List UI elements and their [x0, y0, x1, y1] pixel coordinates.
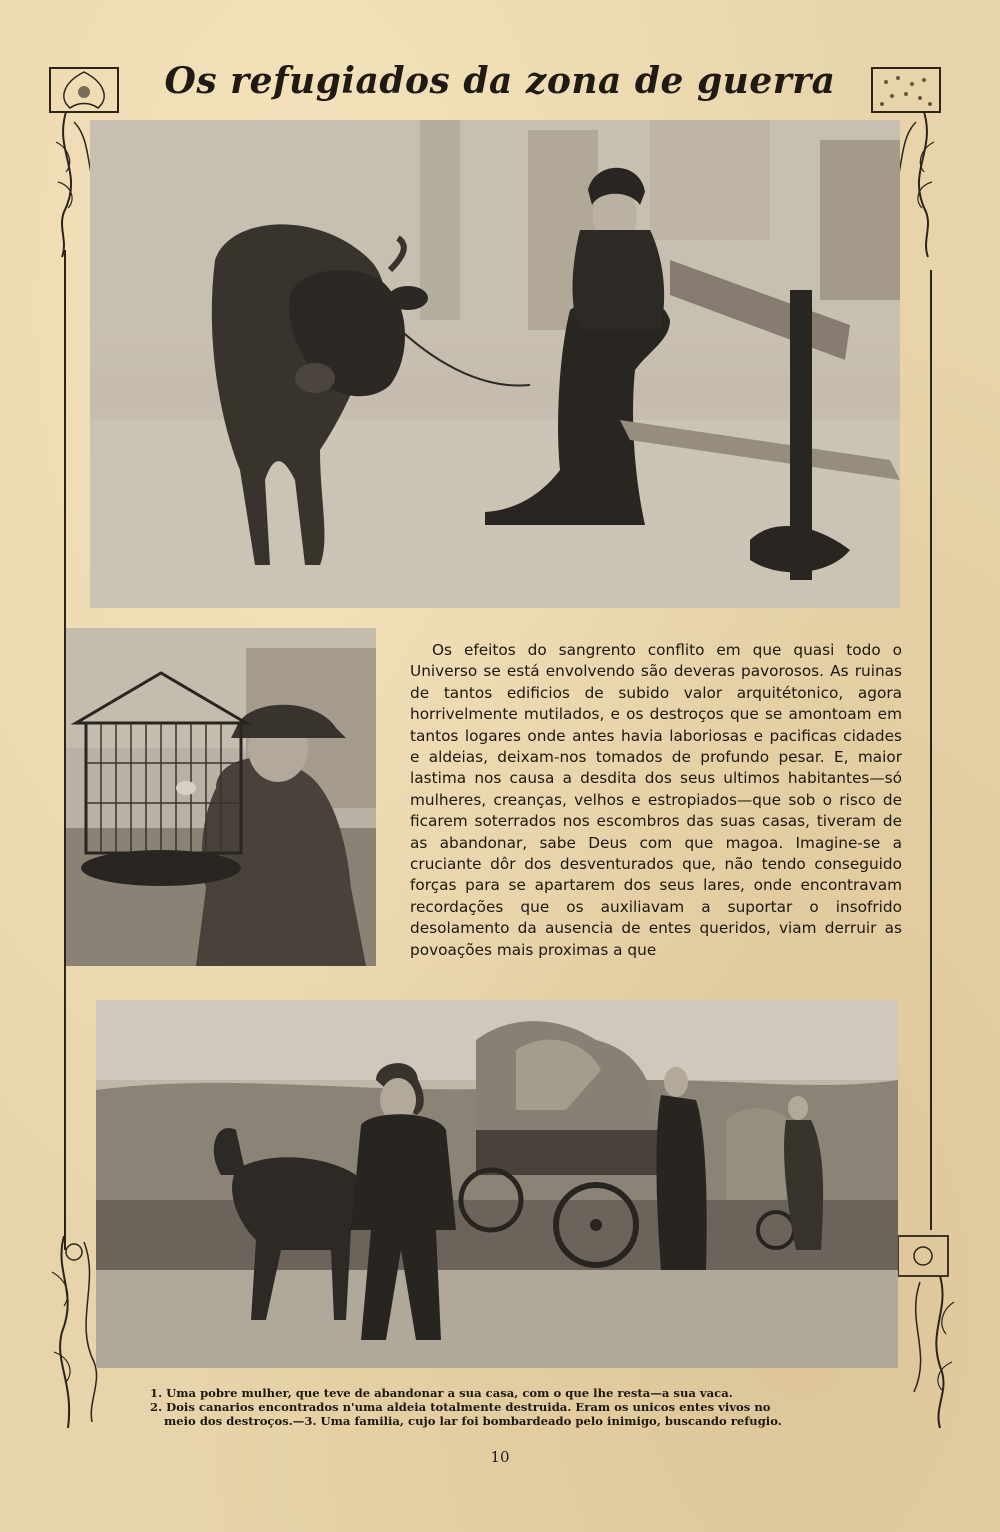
- photo-family-fleeing: [96, 1000, 898, 1368]
- caption-line-1: 1. Uma pobre mulher, que teve de abandonar a sua casa, com o que lhe resta—a sua vaca.: [150, 1386, 733, 1400]
- page-title: Os refugiados da zona de guerra: [164, 60, 836, 102]
- photo-woman-with-cow: [90, 120, 900, 608]
- caption-line-3: meio dos destroços.—3. Uma familia, cujo lar foi bombardeado pelo inimigo, buscando refugio.: [164, 1414, 782, 1429]
- photo-captions: [150, 1386, 860, 1429]
- page-number: 10: [490, 1448, 510, 1466]
- article-text: Os efeitos do sangrento conflito em que quasi todo o Universo se está envolvendo são deveras pavorosos. As ruinas de tantos edificios de subido valor arquitétonico, agora horrivelmente mutilados, e os destroços que se amontoam em tantos logares onde antes havia laboriosas e pacificas cidades e aldeias, deixam-nos tomados de profundo pesar. E, maior lastima nos causa a desdita dos seus ultimos habitantes—só mulheres, creanças, velhos e estropiados—que sob o risco de ficarem soterrados nos escombros das suas casas, tiveram de as abandonar, sabe Deus com que magoa. Imagine-se a cruciante dôr dos desventurados que, não tendo conseguido forças para se apartarem dos seus lares, onde encontravam recordações que os auxiliavam a suportar o insofrido desolamento da ausencia de entes queridos, viam derruir as povoações mais proximas a que: [410, 641, 902, 959]
- photo-soldier-with-canaries: [66, 628, 376, 966]
- caption-line-2: 2. Dois canarios encontrados n'uma aldeia totalmente destruida. Eram os unicos entes vivos no: [150, 1400, 771, 1415]
- frame-right-line: [930, 270, 932, 1230]
